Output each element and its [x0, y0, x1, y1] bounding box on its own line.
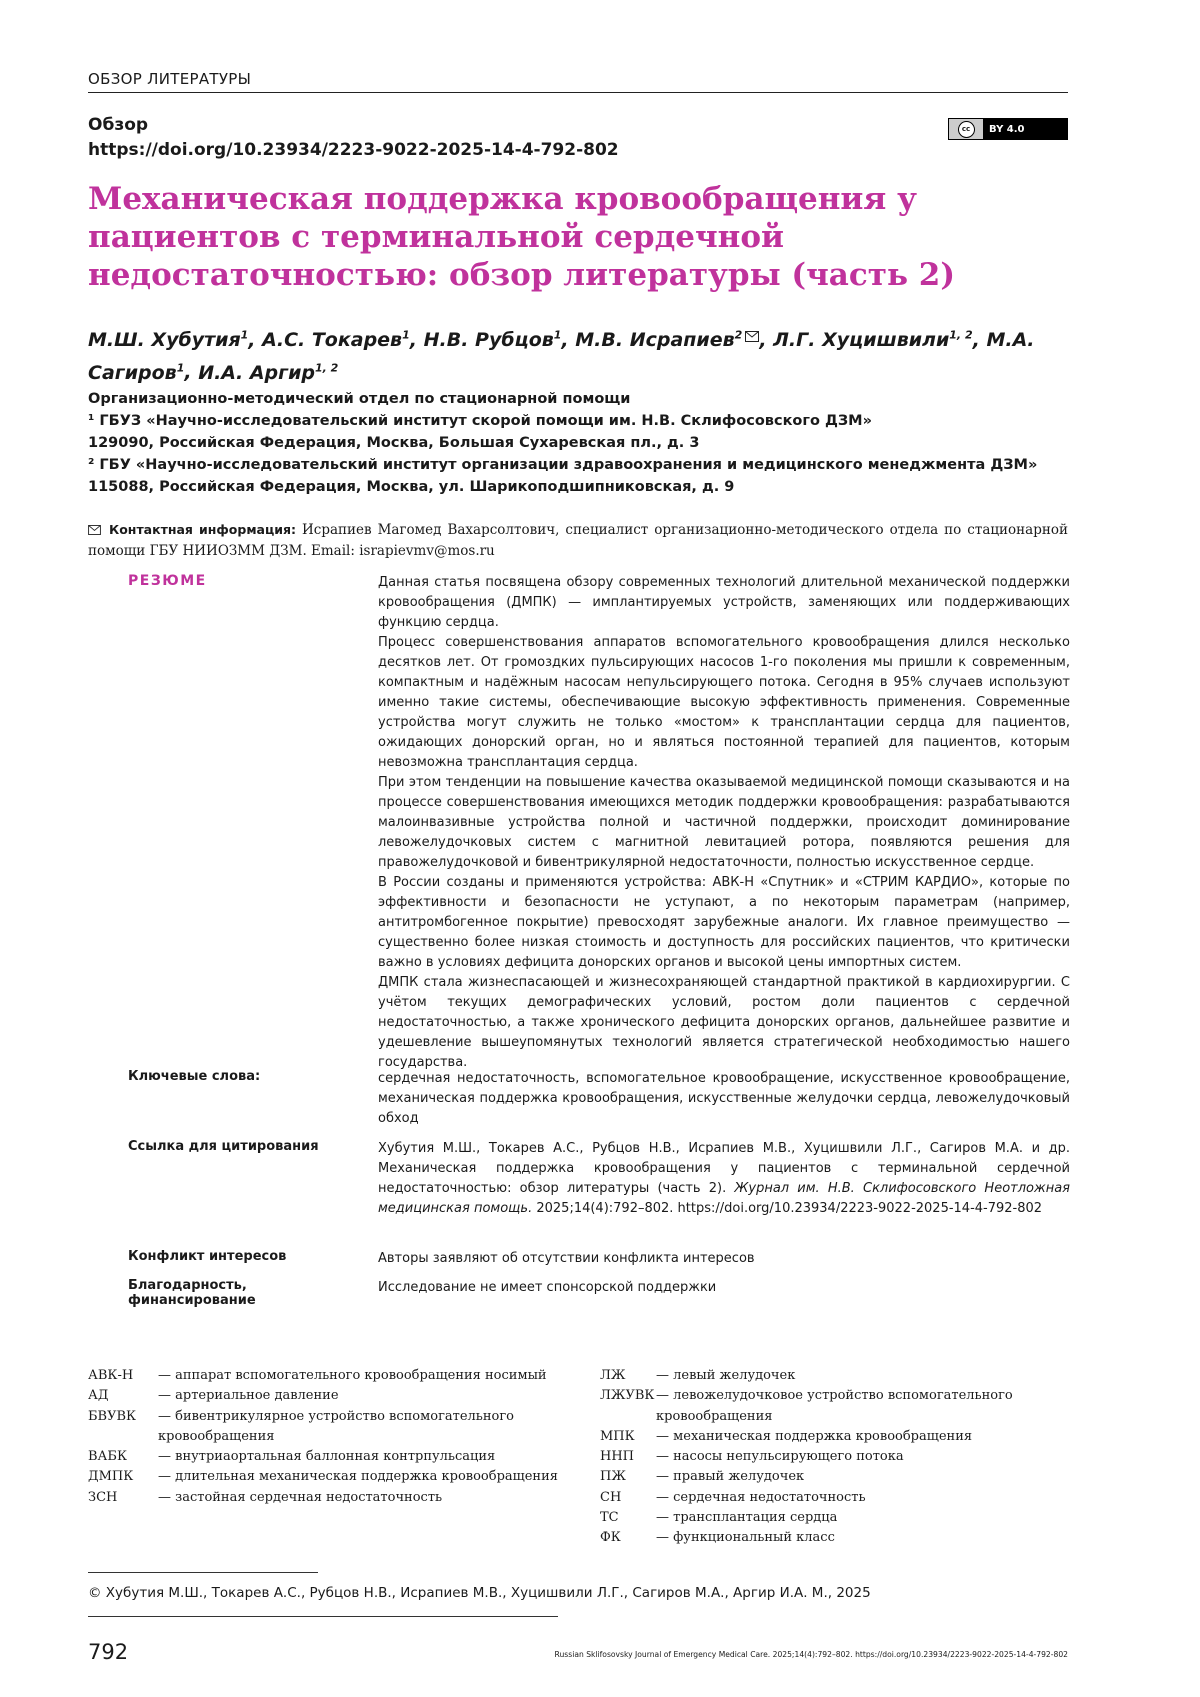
conflict-text: Авторы заявляют об отсутствии конфликта интересов — [378, 1251, 755, 1266]
affiliation-line: 115088, Российская Федерация, Москва, ул. Шарикоподшипниковская, д. 9 — [88, 479, 735, 495]
abstract-paragraph: При этом тенденции на повышение качества оказываемой медицинской помощи сказываются и на процессе совершенствования имеющихся методик поддержки кровообращения: разрабатываются малоинвазивные устройства полной и частичной поддержки, происходит доминирование левожелудочковых систем с магнитной левитацией ротора, появляются решения для правожелудочковой и бивентрикулярной недостаточности, полностью искусственное сердце. — [378, 775, 1070, 870]
article-page — [88, 0, 1068, 1697]
citation-text: Хубутия М.Ш., Токарев А.С., Рубцов Н.В., Исрапиев М.В., Хуцишвили Л.Г., Сагиров М.А. и др. Механическая поддержка кровообращения у пациентов с терминальной сердечной недостаточностью: обзор литературы (часть 2). Журнал им. Н.В. Склифосовского Неотложная медицинская помощь. 2025;14(4):792–802. https://doi.org/10.23934/2223-9022-2025-14-4-792-802 — [378, 1141, 1070, 1216]
contact-text: Исрапиев Магомед Вахарсолтович, специалист организационно-методического отдела по стационарной помощи ГБУ НИИОЗММ ДЗМ. Email: israpievmv@mos.ru — [88, 522, 1068, 559]
affiliations — [88, 388, 1068, 498]
abstract-label: РЕЗЮМЕ — [128, 573, 207, 589]
affiliation-line: Организационно-методический отдел по стационарной помощи — [88, 391, 631, 407]
author[interactable]: А.С. Токарев$^1$ — [262, 329, 410, 352]
funding-text: Исследование не имеет спонсорской поддержки — [378, 1280, 717, 1295]
author-list: М.Ш. Хубутия$^1$, А.С. Токарев$^1$, Н.В. Рубцов$^1$, М.В. Исрапиев$^2$ , Л.Г. Хуцишвили$^{1, 2}$, М.А. Сагиров$^1$, И.А. Аргир$^{1, 2}$ — [88, 329, 1035, 384]
author[interactable]: М.А. Сагиров$^1$ — [88, 329, 1035, 384]
abstract-paragraph: Данная статья посвящена обзору современных технологий длительной механической поддержки кровообращения (ДМПК) — имплантируемых устройств, заменяющих или поддерживающих функцию сердца. — [378, 575, 1070, 630]
citation-doi[interactable]: 2025;14(4):792–802. https://doi.org/10.23934/2223-9022-2025-14-4-792-802 — [536, 1201, 1043, 1216]
doi-link[interactable]: https://doi.org/10.23934/2223-9022-2025-14-4-792-802 — [88, 140, 619, 160]
abbreviation-item: МПК — механическая поддержка кровообращения — [600, 1428, 973, 1444]
affiliation-line: ² ГБУ «Научно-исследовательский институт организации здравоохранения и медицинского менеджмента ДЗМ» — [88, 457, 1038, 473]
conflict-label: Конфликт интересов — [128, 1249, 287, 1264]
journal-name: Журнал им. Н.В. Склифосовского Неотложная медицинская помощь. — [378, 1181, 1070, 1216]
abbreviation-item: ФК — функциональный класс — [600, 1530, 835, 1546]
affiliation-line: 129090, Российская Федерация, Москва, Большая Сухаревская пл., д. 3 — [88, 435, 700, 451]
footer-divider — [88, 1616, 558, 1617]
section-label: ОБЗОР ЛИТЕРАТУРЫ — [88, 70, 252, 88]
abbreviations-right — [600, 1366, 1070, 1549]
cc-icon: cc — [958, 121, 975, 138]
abstract-body — [378, 573, 1070, 1073]
page-number: 792 — [88, 1640, 129, 1664]
contact-label: Контактная информация: — [109, 522, 297, 537]
envelope-icon — [745, 331, 759, 342]
author[interactable]: Л.Г. Хуцишвили$^{1, 2}$ — [773, 329, 973, 352]
abbreviation-item: АД — артериальное давление — [88, 1388, 339, 1404]
abbreviation-item: ННП — насосы непульсирующего потока — [600, 1449, 904, 1465]
author[interactable]: Н.В. Рубцов$^1$ — [423, 329, 562, 352]
envelope-icon — [88, 525, 101, 535]
author[interactable]: М.Ш. Хубутия$^1$ — [88, 329, 249, 352]
header-divider — [88, 92, 1068, 93]
article-title: Механическая поддержка кровообращения у пациентов с терминальной сердечной недостаточностью: обзор литературы (часть 2) — [88, 181, 956, 293]
abbreviation-item: ЛЖУВК — левожелудочковое устройство вспомогательного кровообращения — [600, 1388, 1013, 1424]
abbreviation-item: ЗСН — застойная сердечная недостаточность — [88, 1489, 443, 1505]
citation-label: Ссылка для цитирования — [128, 1139, 319, 1154]
abbreviation-item: ТС — трансплантация сердца — [600, 1510, 838, 1526]
abbreviation-item: ВАБК — внутриаортальная баллонная контрпульсация — [88, 1449, 496, 1465]
footnote-divider — [88, 1572, 318, 1573]
license-label: BY 4.0 — [983, 119, 1067, 139]
abbreviation-item: ДМПК — длительная механическая поддержка кровообращения — [88, 1469, 558, 1485]
abbreviation-item: АВК-Н — аппарат вспомогательного кровообращения носимый — [88, 1368, 547, 1383]
abbreviation-item: СН — сердечная недостаточность — [600, 1489, 866, 1505]
copyright-notice: © Хубутия М.Ш., Токарев А.С., Рубцов Н.В., Исрапиев М.В., Хуцишвили Л.Г., Сагиров М.А., Аргир И.А. М., 2025 — [88, 1585, 871, 1601]
running-footer: Russian Sklifosovsky Journal of Emergency Medical Care. 2025;14(4):792–802. https://doi.org/10.23934/2223-9022-2025-14-4-792-802 — [554, 1650, 1068, 1659]
affiliation-line: ¹ ГБУЗ «Научно-исследовательский институт скорой помощи им. Н.В. Склифосовского ДЗМ» — [88, 413, 872, 429]
abbreviation-item: БВУВК — бивентрикулярное устройство вспомогательного кровообращения — [88, 1408, 514, 1444]
author[interactable]: И.А. Аргир$^{1, 2}$ — [198, 361, 339, 384]
abbreviations-left — [88, 1366, 558, 1508]
article-type: Обзор — [88, 115, 149, 135]
cc-license-badge[interactable] — [948, 118, 1068, 140]
abstract-paragraph: ДМПК стала жизнеспасающей и жизнесохраняющей стандартной практикой в кардиохирургии. С учётом текущих демографических условий, ростом доли пациентов с сердечной недостаточностью, а также хронического дефицита донорских органов, дальнейшее развитие и удешевление вышеупомянутых технологий является стратегической необходимостью нашего государства. — [378, 975, 1070, 1070]
abbreviation-item: ЛЖ — левый желудочек — [600, 1368, 796, 1383]
keywords-text: сердечная недостаточность, вспомогательное кровообращение, искусственное кровообращение, механическая поддержка кровообращения, искусственные желудочки сердца, левожелудочковый обход — [378, 1071, 1070, 1126]
abbreviation-item: ПЖ — правый желудочек — [600, 1469, 805, 1485]
abstract-paragraph: В России созданы и применяются устройства: АВК-Н «Спутник» и «СТРИМ КАРДИО», которые по эффективности и безопасности не уступают, а по некоторым параметрам (например, антитромбогенное покрытие) превосходят зарубежные аналоги. Их главное преимущество — существенно более низкая стоимость и доступность для российских пациентов, что критически важно в условиях дефицита донорских органов и высокой цены импортных систем. — [378, 875, 1070, 970]
author[interactable]: М.В. Исрапиев$^2$ — [575, 329, 759, 351]
keywords-label: Ключевые слова: — [128, 1069, 261, 1084]
abstract-paragraph: Процесс совершенствования аппаратов вспомогательного кровообращения длился несколько десятков лет. От громоздких пульсирующих насосов 1-го поколения мы пришли к современным, компактным и надёжным насосам непульсирующего потока. Сегодня в 95% случаев используют именно такие системы, обеспечивающие высокую эффективность применения. Современные устройства могут служить не только «мостом» к трансплантации сердца для пациентов, ожидающих донорский орган, но и являться постоянной терапией для пациентов, которым невозможна трансплантация сердца. — [378, 635, 1070, 770]
contact-info — [88, 519, 1068, 562]
funding-label: Благодарность, финансирование — [128, 1278, 256, 1308]
